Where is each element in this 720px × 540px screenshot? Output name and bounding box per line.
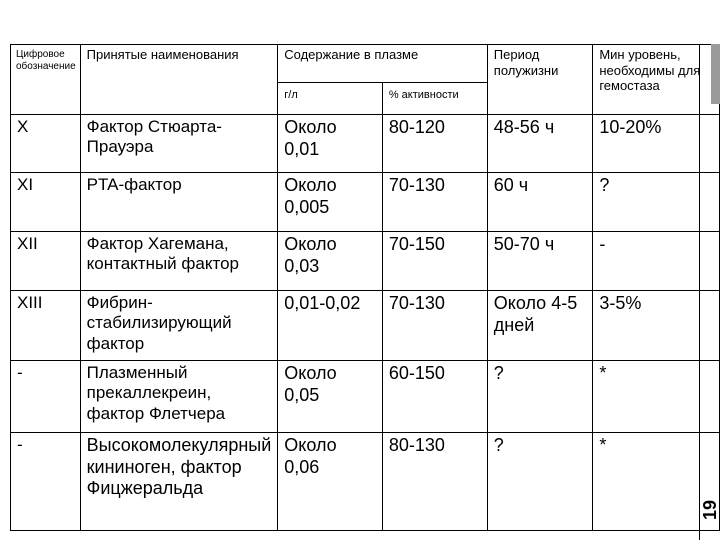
cell-min: -	[593, 232, 720, 291]
header-row	[11, 45, 720, 83]
clotting-factors-table	[10, 44, 720, 531]
cell-min: *	[593, 433, 720, 531]
cell-halflife: Около 4-5 дней	[487, 291, 593, 361]
table-row	[11, 173, 720, 232]
cell-halflife: ?	[487, 433, 593, 531]
cell-activity: 80-130	[382, 433, 487, 531]
cell-min: ?	[593, 173, 720, 232]
header-minlevel: Мин уровень, необходимы для гемостаза	[593, 45, 720, 115]
cell-code: XI	[11, 173, 81, 232]
cell-name: Фактор Хагемана, контактный фактор	[80, 232, 278, 291]
cell-activity: 60-150	[382, 361, 487, 433]
cell-gl: Около 0,05	[278, 361, 383, 433]
header-code: Цифровое обозначение	[11, 45, 81, 115]
cell-name: Фактор Стюарта-Прауэра	[80, 115, 278, 173]
header-activity: % активности	[382, 83, 487, 115]
header-name: Принятые наименования	[80, 45, 278, 115]
cell-halflife: 60 ч	[487, 173, 593, 232]
cell-activity: 80-120	[382, 115, 487, 173]
page-number: 19	[700, 499, 720, 521]
cell-gl: Около 0,03	[278, 232, 383, 291]
cell-activity: 70-130	[382, 173, 487, 232]
cell-min: 3-5%	[593, 291, 720, 361]
cell-name: Фибрин-стабилизирующий фактор	[80, 291, 278, 361]
cell-code: -	[11, 361, 81, 433]
header-plasma: Содержание в плазме	[278, 45, 488, 83]
cell-code: -	[11, 433, 81, 531]
table-row	[11, 433, 720, 531]
table-row	[11, 291, 720, 361]
table-row	[11, 361, 720, 433]
cell-code: XII	[11, 232, 81, 291]
page-side-bar	[699, 44, 720, 540]
cell-halflife: ?	[487, 361, 593, 433]
cell-min: 10-20%	[593, 115, 720, 173]
cell-min: *	[593, 361, 720, 433]
header-halflife: Период полужизни	[487, 45, 593, 115]
corner-block	[711, 44, 720, 104]
cell-halflife: 50-70 ч	[487, 232, 593, 291]
cell-gl: Около 0,01	[278, 115, 383, 173]
cell-gl: Около 0,005	[278, 173, 383, 232]
cell-code: X	[11, 115, 81, 173]
cell-gl: 0,01-0,02	[278, 291, 383, 361]
cell-code: XIII	[11, 291, 81, 361]
cell-activity: 70-130	[382, 291, 487, 361]
header-gl: г/л	[278, 83, 383, 115]
cell-name: Высокомолекулярный кининоген, фактор Фицжеральда	[80, 433, 278, 531]
table-row	[11, 232, 720, 291]
cell-name: PTA-фактор	[80, 173, 278, 232]
cell-name: Плазменный прекаллекреин, фактор Флетчера	[80, 361, 278, 433]
cell-gl: Около 0,06	[278, 433, 383, 531]
cell-halflife: 48-56 ч	[487, 115, 593, 173]
cell-activity: 70-150	[382, 232, 487, 291]
table-row	[11, 115, 720, 173]
